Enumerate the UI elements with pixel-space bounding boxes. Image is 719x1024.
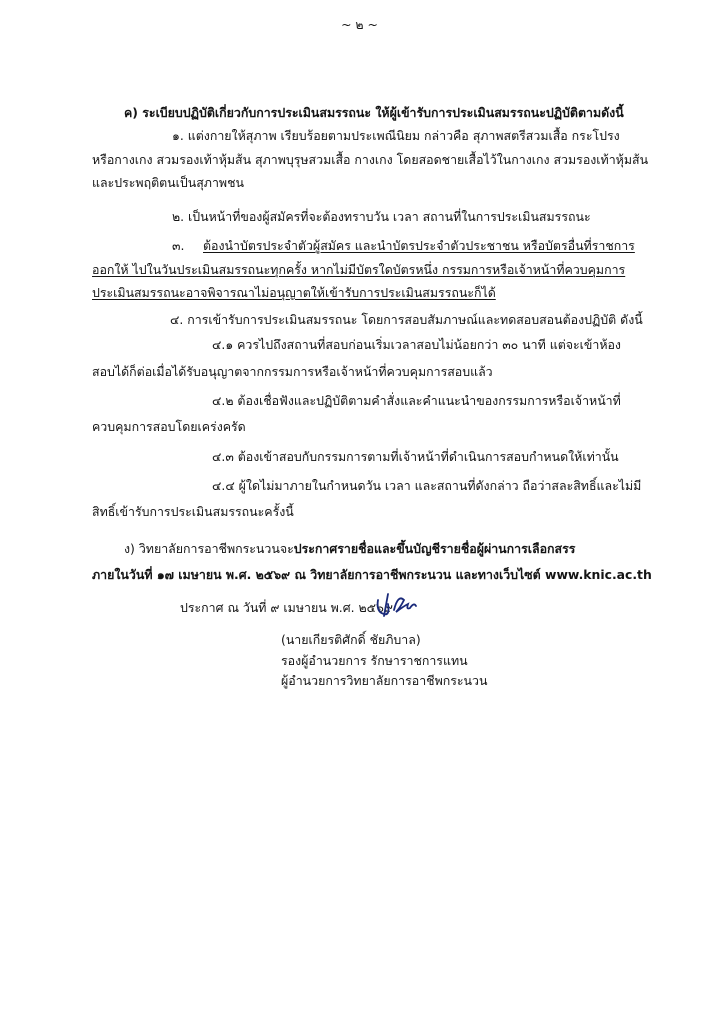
item-4-2-line-2: ควบคุมการสอบโดยเคร่งครัด <box>92 419 246 434</box>
item-3-line-1: ต้องนำบัตรประจำตัวผู้สมัคร และนำบัตรประจำตัวประชาชน หรือบัตรอื่นที่ราชการ <box>203 238 635 253</box>
signatory-position-1: รองผู้อำนวยการ รักษาราชการแทน <box>281 653 468 668</box>
signatory-name: (นายเกียรติศักดิ์ ชัยภิบาล) <box>281 632 421 647</box>
section-d-line-1 <box>124 540 575 558</box>
item-4: ๔. การเข้ารับการประเมินสมรรถนะ โดยการสอบสัมภาษณ์และทดสอบสอนต้องปฏิบัติ ดังนี้ <box>170 312 643 327</box>
section-c-heading: ค) ระเบียบปฏิบัติเกี่ยวกับการประเมินสมรรถนะ ให้ผู้เข้ารับการประเมินสมรรถนะปฏิบัติตามดังนี้ <box>124 105 624 120</box>
item-4-2-line-1: ๔.๒ ต้องเชื่อฟังและปฏิบัติตามคำสั่งและคำแนะนำของกรรมการหรือเจ้าหน้าที่ <box>212 393 621 408</box>
item-4-1-line-2: สอบได้ก็ต่อเมื่อได้รับอนุญาตจากกรรมการหรือเจ้าหน้าที่ควบคุมการสอบแล้ว <box>92 364 493 379</box>
item-3-line-2: ออกให้ ไปในวันประเมินสมรรถนะทุกครั้ง หากไม่มีบัตรใดบัตรหนึ่ง กรรมการหรือเจ้าหน้าที่ควบคุมการ <box>92 262 626 277</box>
item-4-4-line-1: ๔.๔ ผู้ใดไม่มาภายในกำหนดวัน เวลา และสถานที่ดังกล่าว ถือว่าสละสิทธิ์และไม่มี <box>212 478 642 493</box>
item-3-line-3: ประเมินสมรรถนะอาจพิจารณาไม่อนุญาตให้เข้ารับการประเมินสมรรถนะก็ได้ <box>92 285 496 300</box>
item-4-4-line-2: สิทธิ์เข้ารับการประเมินสมรรถนะครั้งนี้ <box>92 504 294 519</box>
page-number: ~ ๒ ~ <box>341 17 378 32</box>
signatory-position-2: ผู้อำนวยการวิทยาลัยการอาชีพกระนวน <box>281 673 488 688</box>
section-d-line-2: ภายในวันที่ ๑๗ เมษายน พ.ศ. ๒๕๖๙ ณ วิทยาลัยการอาชีพกระนวน และทางเว็บไซต์ www.knic.ac.th <box>92 567 652 582</box>
item-1-line-1: ๑. แต่งกายให้สุภาพ เรียบร้อยตามประเพณีนิยม กล่าวคือ สุภาพสตรีสวมเสื้อ กระโปรง <box>172 128 620 143</box>
announcement-date: ประกาศ ณ วันที่ ๙ เมษายน พ.ศ. ๒๕๖๙ <box>180 600 393 615</box>
item-3-number: ๓. <box>172 238 185 253</box>
item-4-3: ๔.๓ ต้องเข้าสอบกับกรรมการตามที่เจ้าหน้าที่ดำเนินการสอบกำหนดให้เท่านั้น <box>212 449 619 464</box>
item-4-1-line-1: ๔.๑ ควรไปถึงสถานที่สอบก่อนเริ่มเวลาสอบไม่น้อยกว่า ๓๐ นาที แต่จะเข้าห้อง <box>212 337 621 352</box>
section-d-bold-text: ประกาศรายชื่อและขึ้นบัญชีรายชื่อผู้ผ่านการเลือกสรร <box>293 541 576 556</box>
signature-image <box>370 590 420 620</box>
item-1-line-3: และประพฤติตนเป็นสุภาพชน <box>92 175 244 190</box>
section-d-intro: ง) วิทยาลัยการอาชีพกระนวนจะ <box>124 541 294 556</box>
item-1-line-2: หรือกางเกง สวมรองเท้าหุ้มส้น สุภาพบุรุษสวมเสื้อ กางเกง โดยสอดชายเสื้อไว้ในกางเกง สวมรองเท้าหุ้มส้น <box>92 152 649 167</box>
item-2: ๒. เป็นหน้าที่ของผู้สมัครที่จะต้องทราบวัน เวลา สถานที่ในการประเมินสมรรถนะ <box>172 209 591 224</box>
